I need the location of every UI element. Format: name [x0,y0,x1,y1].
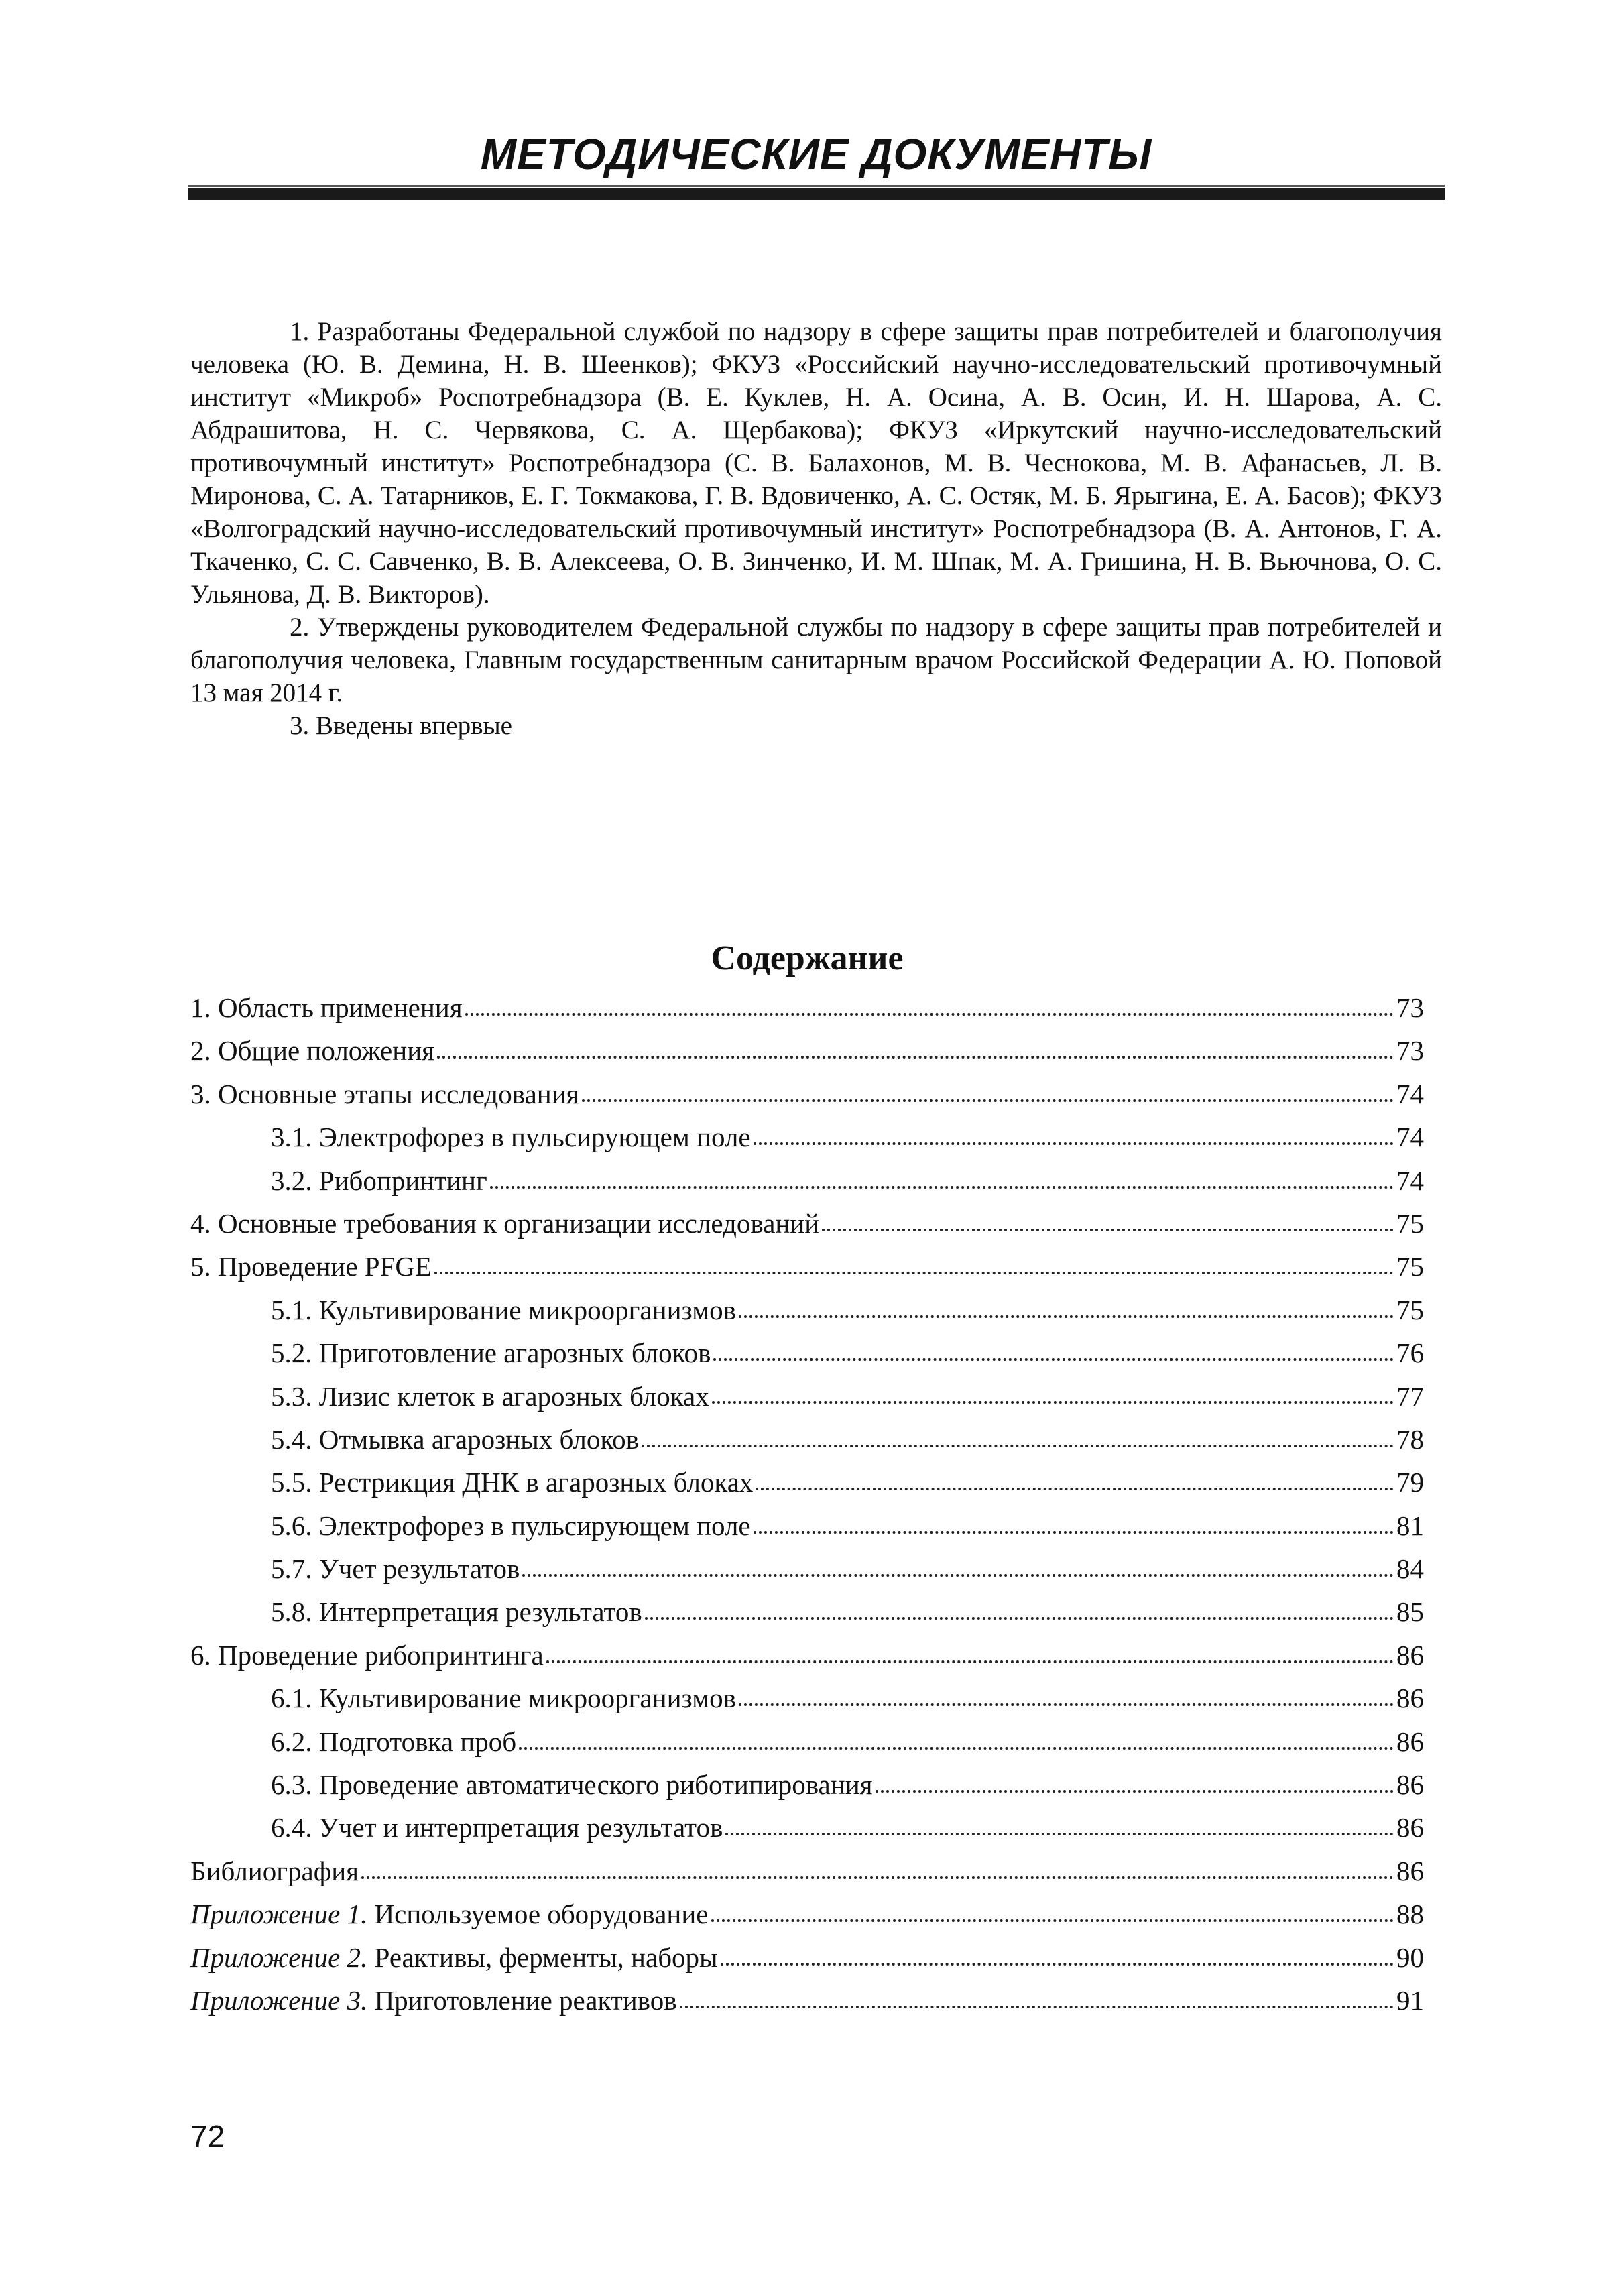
toc-entry-page: 75 [1396,1251,1424,1282]
toc-entry-label [271,1159,487,1202]
toc-entry-page: 86 [1396,1855,1424,1886]
toc-entry-label [190,1245,432,1288]
credits-paragraph-3: 3. Введены впервые [290,711,512,740]
toc-entry-label [190,1073,579,1115]
toc-entry-page: 73 [1396,992,1424,1023]
toc-entry-text: 5. Проведение PFGE [190,1251,432,1282]
toc-entry-text: Библиография [190,1855,359,1886]
toc-dot-leader [822,1205,1394,1233]
toc-entry-page: 85 [1396,1596,1424,1628]
toc-entry[interactable] [190,1547,1424,1590]
toc-dot-leader [490,1162,1394,1190]
toc-entry[interactable] [190,1375,1424,1418]
toc-entry-page: 75 [1396,1294,1424,1325]
toc-list [190,986,1424,2022]
toc-entry-appendix-prefix: Приложение 3. [190,1984,368,2016]
header-rule [188,188,1445,200]
toc-entry-text: 5.8. Интерпретация результатов [271,1596,642,1628]
toc-entry[interactable] [190,1850,1424,1892]
toc-entry[interactable] [190,1677,1424,1719]
toc-entry-page: 74 [1396,1164,1424,1196]
toc-dot-leader [642,1421,1394,1449]
toc-entry[interactable] [190,1892,1424,1935]
toc-dot-leader [754,1119,1394,1146]
toc-entry-label [271,1504,751,1547]
toc-entry[interactable] [190,1720,1424,1763]
toc-entry-text: 6.3. Проведение автоматического риботипирования [271,1769,873,1801]
toc-dot-leader [711,1896,1394,1923]
toc-entry-label [190,1202,819,1245]
toc-entry[interactable] [190,1634,1424,1677]
toc-dot-leader [519,1724,1394,1751]
toc-entry-page: 86 [1396,1726,1424,1757]
toc-entry-label [271,1720,516,1763]
toc-entry[interactable] [190,1115,1424,1158]
toc-entry[interactable] [190,1504,1424,1547]
toc-dot-leader [721,1939,1394,1967]
toc-title: Содержание [711,939,904,977]
toc-entry[interactable] [190,1159,1424,1202]
toc-dot-leader [361,1853,1394,1880]
toc-entry[interactable] [190,1979,1424,2022]
toc-entry-text: 1. Область применения [190,992,463,1023]
toc-entry-text: 5.7. Учет результатов [271,1553,520,1585]
toc-entry-text: 6. Проведение рибопринтинга [190,1639,544,1671]
toc-entry-label [190,1850,359,1892]
toc-entry-label [271,1375,709,1418]
toc-dot-leader [756,1464,1394,1492]
toc-entry[interactable] [190,1245,1424,1288]
toc-entry-text: 3.2. Рибопринтинг [271,1164,487,1196]
toc-entry-appendix-prefix: Приложение 2. [190,1941,368,1973]
toc-entry-label [271,1461,753,1504]
toc-entry-text: Используемое оборудование [367,1898,709,1930]
toc-entry-page: 86 [1396,1769,1424,1801]
table-of-contents [190,935,1424,2022]
toc-dot-leader [546,1637,1394,1665]
toc-entry[interactable] [190,1331,1424,1374]
toc-entry-text: 6.4. Учет и интерпретация результатов [271,1812,723,1844]
toc-entry-label [271,1763,873,1806]
toc-entry-label [271,1806,723,1849]
toc-entry-page: 77 [1396,1380,1424,1412]
toc-entry[interactable] [190,1073,1424,1115]
toc-entry-text: Реактивы, ферменты, наборы [367,1941,718,1973]
toc-dot-leader [876,1766,1394,1794]
toc-entry-page: 76 [1396,1337,1424,1369]
toc-entry[interactable] [190,986,1424,1029]
toc-entry-label [271,1331,711,1374]
toc-entry-text: 6.2. Подготовка проб [271,1726,517,1757]
toc-entry-text: 5.4. Отмывка агарозных блоков [271,1423,640,1455]
toc-entry-label [271,1115,751,1158]
toc-dot-leader [434,1248,1394,1276]
toc-entry-text: 3. Основные этапы исследования [190,1078,579,1109]
toc-entry-page: 73 [1396,1035,1424,1067]
page-number: 72 [190,2119,225,2154]
toc-entry-appendix-prefix: Приложение 1. [190,1898,368,1930]
toc-entry-label [271,1677,736,1719]
toc-dot-leader [465,989,1394,1017]
toc-entry-label [271,1418,639,1461]
toc-entry[interactable] [190,1806,1424,1849]
toc-entry-page: 84 [1396,1553,1424,1585]
page-header [188,127,1445,181]
toc-entry-page: 74 [1396,1122,1424,1153]
toc-dot-leader [680,1982,1394,2010]
toc-entry-label [271,1590,642,1633]
toc-entry-page: 78 [1396,1423,1424,1455]
toc-entry-page: 86 [1396,1639,1424,1671]
toc-dot-leader [582,1076,1394,1103]
toc-entry-text: 5.3. Лизис клеток в агарозных блоках [271,1380,709,1412]
toc-entry-page: 74 [1396,1078,1424,1109]
credits-paragraph-1: 1. Разработаны Федеральной службой по надзору в сфере защиты прав потребителей и благополучия человека (Ю. В. Демина, Н. В. Шеенков); ФКУЗ «Российский научно-исследовательский противочумный институт «Микроб» Роспотребнадзора (В. Е. Куклев, Н. А. Осина, А. В. Осин, И. Н. Шарова, А. С. Абдрашитова, Н. С. Червякова, С. А. Щербакова); ФКУЗ «Иркутский научно-исследовательский противочумный институт» Роспотребнадзора (С. В. Балахонов, М. В. Чеснокова, М. В. Афанасьев, Л. В. Миронова, С. А. Татарников, Е. Г. Токмакова, Г. В. Вдовиченко, А. С. Остяк, М. Б. Ярыгина, Е. А. Басов); ФКУЗ «Волгоградский научно-исследовательский противочумный институт» Роспотребнадзора (В. А. Антонов, Г. А. Ткаченко, С. С. Савченко, В. В. Алексеева, О. В. Зинченко, И. М. Шпак, М. А. Гришина, Н. В. Вьючнова, О. С. Ульянова, Д. В. Викторов). [190,317,1442,609]
toc-entry-text: 4. Основные требования к организации исследований [190,1207,820,1239]
toc-entry-label [190,1979,677,2022]
toc-entry-text: 5.5. Рестрикция ДНК в агарозных блоках [271,1467,754,1498]
toc-entry[interactable] [190,1763,1424,1806]
toc-entry-label [190,1936,718,1979]
toc-entry-page: 88 [1396,1898,1424,1930]
toc-entry-page: 79 [1396,1467,1424,1498]
toc-entry[interactable] [190,1202,1424,1245]
toc-entry-label [190,1634,544,1677]
section-title: МЕТОДИЧЕСКИЕ ДОКУМЕНТЫ [480,130,1152,178]
toc-dot-leader [713,1335,1394,1362]
toc-entry-page: 81 [1396,1510,1424,1541]
toc-entry-page: 91 [1396,1984,1424,2016]
toc-dot-leader [522,1551,1394,1578]
toc-dot-leader [437,1032,1394,1060]
toc-entry[interactable] [190,1418,1424,1461]
toc-entry-label [271,1547,520,1590]
toc-entry-text: 3.1. Электрофорез в пульсирующем поле [271,1122,751,1153]
toc-entry-page: 75 [1396,1207,1424,1239]
credits-paragraph-2: 2. Утверждены руководителем Федеральной службы по надзору в сфере защиты прав потребителей и благополучия человека, Главным государственным санитарным врачом Российской Федерации А. Ю. Поповой 13 мая 2014 г. [190,613,1442,707]
toc-entry-label [271,1288,736,1331]
toc-entry-text: Приготовление реактивов [367,1984,677,2016]
toc-entry-page: 86 [1396,1812,1424,1844]
toc-entry[interactable] [190,1590,1424,1633]
toc-dot-leader [739,1680,1394,1707]
toc-entry[interactable] [190,1288,1424,1331]
toc-entry[interactable] [190,1936,1424,1979]
toc-entry[interactable] [190,1461,1424,1504]
toc-entry-label [190,1892,709,1935]
credits-block [190,315,1442,742]
toc-entry-label [190,986,463,1029]
toc-entry-page: 90 [1396,1941,1424,1973]
toc-dot-leader [712,1378,1394,1406]
toc-entry-page: 86 [1396,1683,1424,1714]
toc-dot-leader [754,1508,1394,1535]
toc-entry-text: 5.6. Электрофорез в пульсирующем поле [271,1510,751,1541]
toc-entry-text: 6.1. Культивирование микроорганизмов [271,1683,736,1714]
toc-entry-text: 2. Общие положения [190,1035,434,1067]
toc-entry-text: 5.2. Приготовление агарозных блоков [271,1337,711,1369]
toc-entry[interactable] [190,1029,1424,1072]
toc-dot-leader [645,1593,1394,1621]
toc-entry-text: 5.1. Культивирование микроорганизмов [271,1294,736,1325]
header-rule-thin [188,185,1445,187]
toc-entry-label [190,1029,434,1072]
toc-dot-leader [725,1809,1394,1837]
toc-dot-leader [739,1292,1394,1319]
